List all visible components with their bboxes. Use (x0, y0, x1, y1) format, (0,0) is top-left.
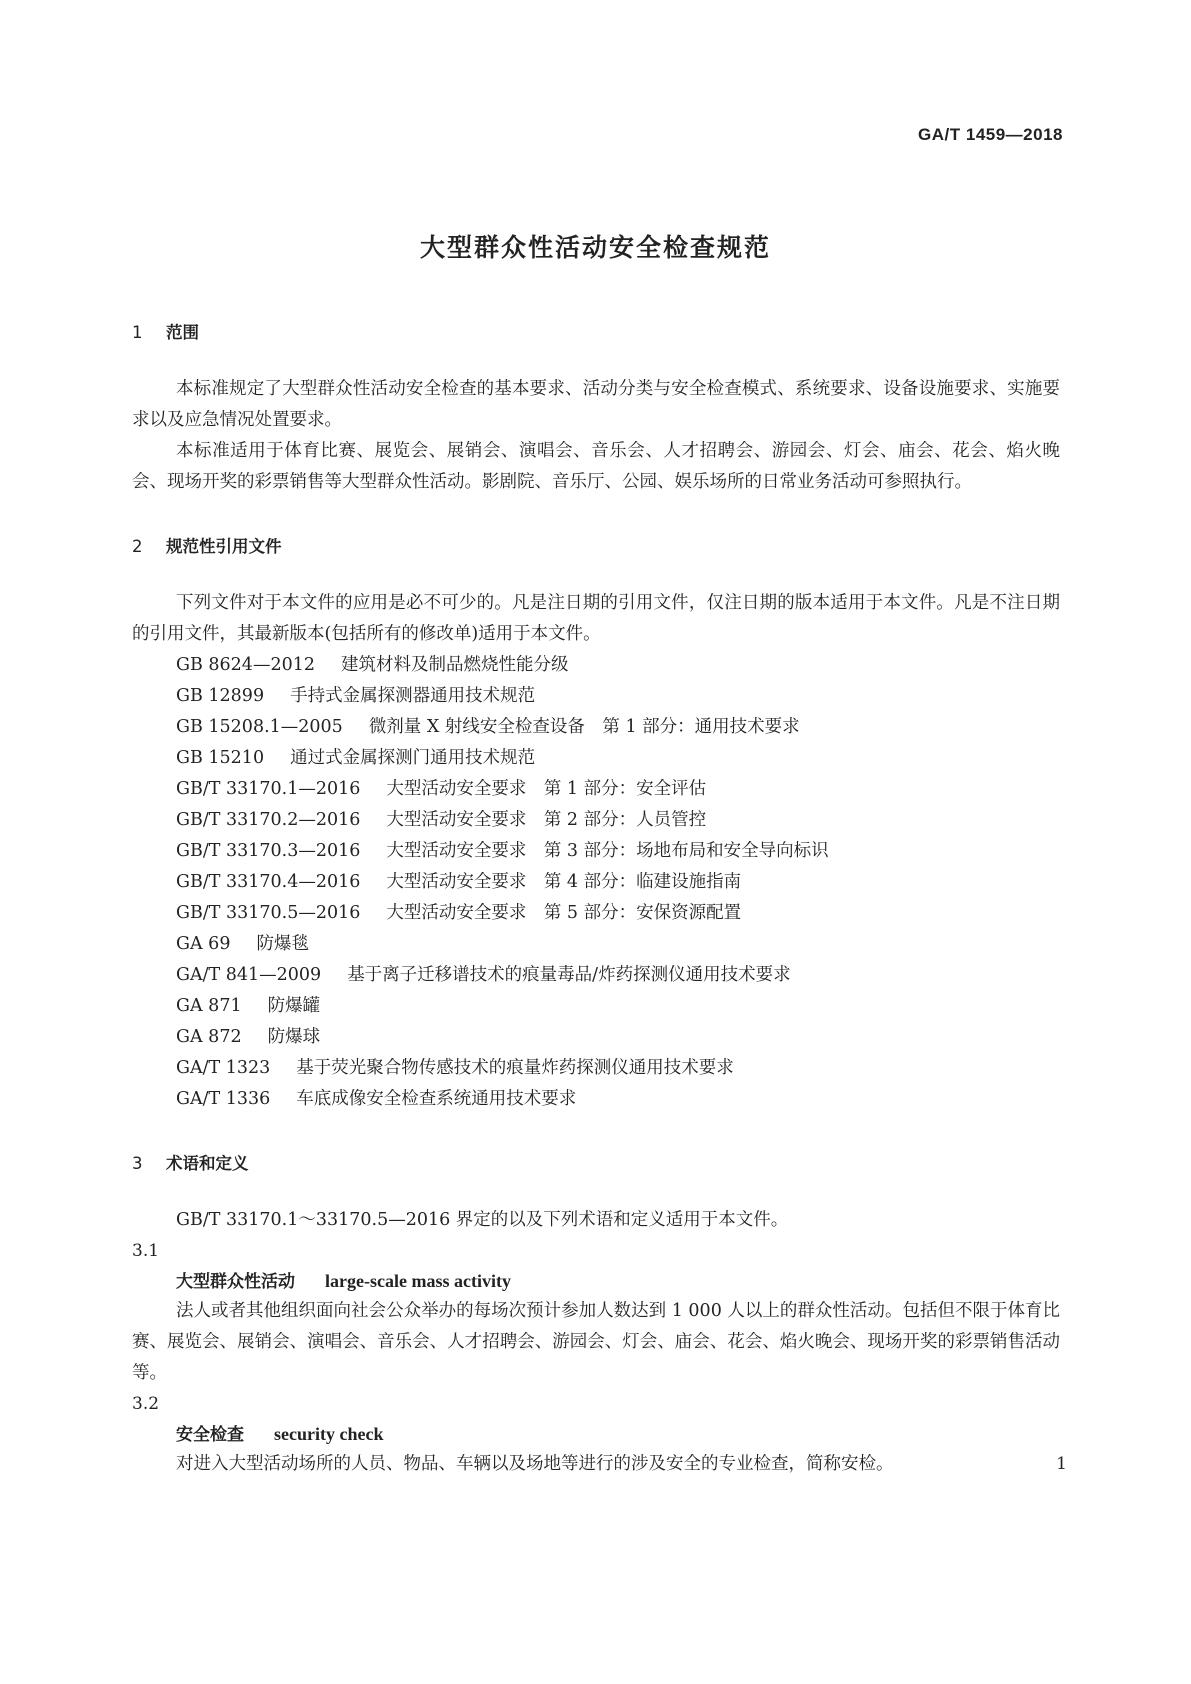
scope-paragraph: 本标准规定了大型群众性活动安全检查的基本要求、活动分类与安全检查模式、系统要求、设备设施要求、实施要求以及应急情况处置要求。 (132, 379, 1060, 430)
reference-code: GB/T 33170.2—2016 (176, 810, 361, 830)
reference-code: GB 12899 (176, 686, 265, 706)
section-number: 2 (132, 537, 143, 556)
reference-item (132, 929, 1060, 960)
section-number: 1 (132, 323, 143, 342)
reference-title: 大型活动安全要求 第 5 部分：安保资源配置 (386, 903, 742, 923)
reference-title: 手持式金属探测器通用技术规范 (290, 686, 536, 706)
reference-title: 通过式金属探测门通用技术规范 (290, 748, 536, 768)
reference-title: 车底成像安全检查系统通用技术要求 (296, 1089, 577, 1109)
document-title: 大型群众性活动安全检查规范 (419, 233, 771, 262)
reference-item (132, 898, 1060, 929)
term-definition: 对进入大型活动场所的人员、物品、车辆以及场地等进行的涉及安全的专业检查，简称安检。 (176, 1454, 894, 1474)
standard-code: GA/T 1459—2018 (918, 125, 1063, 144)
reference-list (132, 650, 1060, 1115)
section-3-heading (132, 1149, 1060, 1179)
terms-intro: GB/T 33170.1～33170.5—2016 界定的以及下列术语和定义适用于本文件。 (176, 1210, 789, 1230)
reference-title: 大型活动安全要求 第 2 部分：人员管控 (386, 810, 707, 830)
scope-paragraph: 本标准适用于体育比赛、展览会、展销会、演唱会、音乐会、人才招聘会、游园会、灯会、庙会、花会、焰火晚会、现场开奖的彩票销售等大型群众性活动。影剧院、音乐厅、公园、娱乐场所的日常业务活动可参照执行。 (132, 441, 1060, 492)
reference-code: GB/T 33170.1—2016 (176, 779, 361, 799)
reference-item (132, 712, 1060, 743)
reference-code: GB 15210 (176, 748, 265, 768)
reference-title: 防爆球 (267, 1027, 321, 1047)
reference-title: 大型活动安全要求 第 4 部分：临建设施指南 (386, 872, 742, 892)
section-1-heading (132, 318, 1060, 348)
reference-code: GA 872 (176, 1027, 242, 1047)
document-body (132, 318, 1060, 1480)
reference-item (132, 991, 1060, 1022)
reference-item (132, 650, 1060, 681)
term-chinese: 安全检查 (176, 1425, 244, 1445)
reference-item (132, 1053, 1060, 1084)
reference-title: 大型活动安全要求 第 3 部分：场地布局和安全导向标识 (386, 841, 829, 861)
reference-code: GB 15208.1—2005 (176, 717, 343, 737)
section-title: 范围 (166, 323, 199, 342)
reference-title: 基于荧光聚合物传感技术的痕量炸药探测仪通用技术要求 (296, 1058, 734, 1078)
reference-title: 防爆毯 (256, 934, 309, 954)
term-number: 3.1 (132, 1241, 160, 1261)
term-number: 3.2 (132, 1394, 160, 1414)
page-number: 1 (1056, 1454, 1067, 1474)
reference-item (132, 836, 1060, 867)
reference-item (132, 805, 1060, 836)
reference-code: GB/T 33170.4—2016 (176, 872, 361, 892)
reference-code: GA 69 (176, 934, 231, 954)
term-heading (132, 1266, 1060, 1296)
reference-item (132, 1022, 1060, 1053)
reference-title: 大型活动安全要求 第 1 部分：安全评估 (386, 779, 707, 799)
references-intro: 下列文件对于本文件的应用是必不可少的。凡是注日期的引用文件，仅注日期的版本适用于本文件。凡是不注日期的引用文件，其最新版本(包括所有的修改单)适用于本文件。 (132, 593, 1060, 644)
section-title: 规范性引用文件 (166, 537, 282, 556)
term-chinese: 大型群众性活动 (176, 1272, 295, 1292)
term-heading (132, 1419, 1060, 1449)
term-english: large-scale mass activity (325, 1271, 511, 1291)
reference-item (132, 1084, 1060, 1115)
reference-item (132, 774, 1060, 805)
reference-code: GA/T 841—2009 (176, 965, 322, 985)
reference-code: GB/T 33170.3—2016 (176, 841, 361, 861)
reference-code: GB 8624—2012 (176, 655, 315, 675)
reference-title: 微剂量 X 射线安全检查设备 第 1 部分：通用技术要求 (368, 717, 800, 737)
section-title: 术语和定义 (166, 1154, 249, 1173)
section-number: 3 (132, 1154, 143, 1173)
section-2-heading (132, 532, 1060, 562)
reference-item (132, 960, 1060, 991)
reference-item (132, 743, 1060, 774)
reference-item (132, 681, 1060, 712)
reference-item (132, 867, 1060, 898)
reference-code: GA/T 1323 (176, 1058, 271, 1078)
reference-title: 防爆罐 (267, 996, 321, 1016)
reference-code: GB/T 33170.5—2016 (176, 903, 361, 923)
reference-title: 建筑材料及制品燃烧性能分级 (340, 655, 569, 675)
term-definition: 法人或者其他组织面向社会公众举办的每场次预计参加人数达到 1 000 人以上的群众性活动。包括但不限于体育比赛、展览会、展销会、演唱会、音乐会、人才招聘会、游园会、灯会、庙会、花会、焰火晚会、现场开奖的彩票销售活动等。 (132, 1301, 1060, 1383)
term-english: security check (274, 1424, 384, 1444)
reference-code: GA 871 (176, 996, 242, 1016)
reference-code: GA/T 1336 (176, 1089, 271, 1109)
reference-title: 基于离子迁移谱技术的痕量毒品/炸药探测仪通用技术要求 (347, 965, 791, 985)
